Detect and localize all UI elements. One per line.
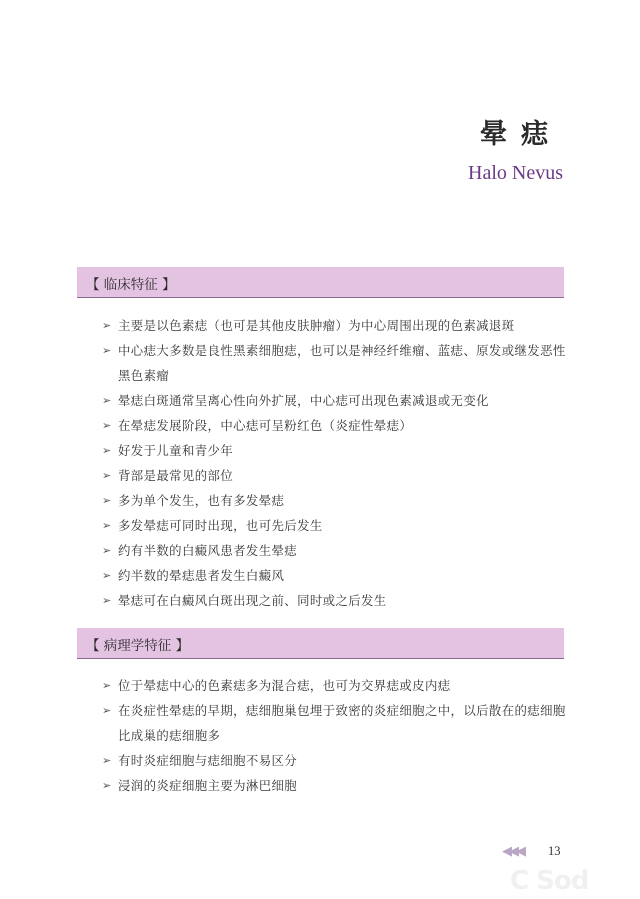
list-item: ➢ 主要是以色素痣（也可是其他皮肤肿瘤）为中心周围出现的色素减退斑 xyxy=(102,313,572,338)
section-header-clinical xyxy=(77,267,564,298)
list-item: ➢ 好发于儿童和青少年 xyxy=(102,438,572,463)
arrow-bullet-icon: ➢ xyxy=(102,594,112,607)
arrow-bullet-icon: ➢ xyxy=(102,754,112,767)
clinical-features-list xyxy=(102,313,572,613)
arrow-bullet-icon: ➢ xyxy=(102,494,112,507)
list-item: ➢ 位于晕痣中心的色素痣多为混合痣，也可为交界痣或皮内痣 xyxy=(102,673,572,698)
page-subtitle-english: Halo Nevus xyxy=(468,162,563,184)
arrow-bullet-icon: ➢ xyxy=(102,519,112,532)
list-item: ➢ 晕痣可在白癜风白斑出现之前、同时或之后发生 xyxy=(102,588,572,613)
list-item: ➢ 多为单个发生，也有多发晕痣 xyxy=(102,488,572,513)
arrow-bullet-icon: ➢ xyxy=(102,394,112,407)
watermark-logo: C Sod xyxy=(510,866,589,896)
list-item: ➢ 在晕痣发展阶段，中心痣可呈粉红色（炎症性晕痣） xyxy=(102,413,572,438)
list-item: ➢ 中心痣大多数是良性黑素细胞痣，也可以是神经纤维瘤、蓝痣、原发或继发恶性黑色素瘤 xyxy=(102,338,572,388)
list-item: ➢ 约有半数的白癜风患者发生晕痣 xyxy=(102,538,572,563)
arrow-bullet-icon: ➢ xyxy=(102,569,112,582)
arrow-bullet-icon: ➢ xyxy=(102,319,112,332)
section-header-pathology xyxy=(77,628,564,659)
section-heading: 【 病理学特征 】 xyxy=(86,638,190,654)
list-item: ➢ 有时炎症细胞与痣细胞不易区分 xyxy=(102,748,572,773)
list-item: ➢ 多发晕痣可同时出现，也可先后发生 xyxy=(102,513,572,538)
triple-left-arrow-icon: ◀◀◀ xyxy=(502,844,523,859)
page-title: 晕痣 xyxy=(480,119,562,150)
arrow-bullet-icon: ➢ xyxy=(102,679,112,692)
list-item: ➢ 晕痣白斑通常呈离心性向外扩展，中心痣可出现色素减退或无变化 xyxy=(102,388,572,413)
arrow-bullet-icon: ➢ xyxy=(102,779,112,792)
arrow-bullet-icon: ➢ xyxy=(102,704,112,717)
arrow-bullet-icon: ➢ xyxy=(102,444,112,457)
arrow-bullet-icon: ➢ xyxy=(102,344,112,357)
arrow-bullet-icon: ➢ xyxy=(102,544,112,557)
list-item: ➢ 约半数的晕痣患者发生白癜风 xyxy=(102,563,572,588)
section-heading: 【 临床特征 】 xyxy=(86,277,176,293)
list-item: ➢ 背部是最常见的部位 xyxy=(102,463,572,488)
arrow-bullet-icon: ➢ xyxy=(102,419,112,432)
pathology-features-list xyxy=(102,673,572,798)
list-item: ➢ 在炎症性晕痣的早期，痣细胞巢包埋于致密的炎症细胞之中，以后散在的痣细胞比成巢的痣细胞多 xyxy=(102,698,572,748)
page-number: 13 xyxy=(548,844,561,858)
arrow-bullet-icon: ➢ xyxy=(102,469,112,482)
list-item: ➢ 浸润的炎症细胞主要为淋巴细胞 xyxy=(102,773,572,798)
